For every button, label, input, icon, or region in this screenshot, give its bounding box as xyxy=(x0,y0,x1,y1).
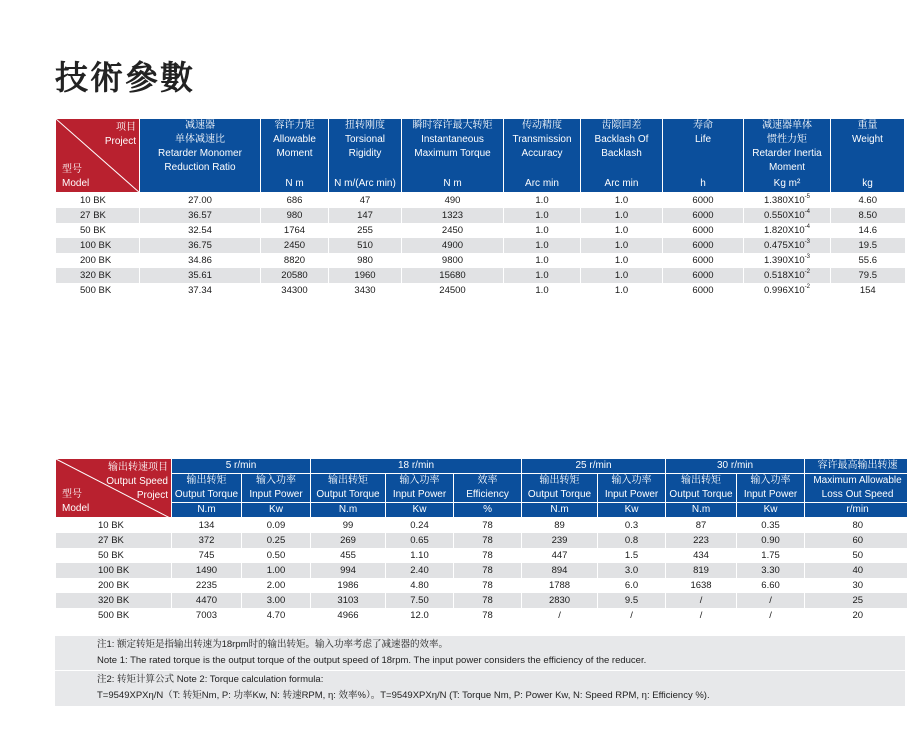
group-30rpm: 30 r/min xyxy=(666,459,805,474)
header-text: Torsional xyxy=(344,134,386,145)
header-text: 输出转矩 xyxy=(539,475,580,486)
header-unit: N.m xyxy=(522,503,598,518)
inertia-mantissa: 0.996X10 xyxy=(763,285,805,296)
table-row xyxy=(56,563,907,578)
header-text: Moment xyxy=(768,162,806,173)
header-input-power xyxy=(737,474,805,503)
weight-cell: 14.6 xyxy=(831,223,905,238)
table-cell: 686 xyxy=(261,193,329,209)
header-text: 传动精度 xyxy=(522,120,562,131)
table-cell: 6.60 xyxy=(737,578,805,593)
weight-cell: 154 xyxy=(831,283,905,298)
table-cell: 25 xyxy=(805,593,907,608)
header-text: Maximum Allowable xyxy=(813,475,902,486)
inertia-cell xyxy=(744,238,831,253)
header-text: Allowable xyxy=(273,134,316,145)
table-cell: 60 xyxy=(805,533,907,548)
table-cell: 1.00 xyxy=(242,563,311,578)
table-row xyxy=(56,238,905,253)
header-text: 扭转刚度 xyxy=(345,120,385,131)
header-text: 瞬时容许最大转矩 xyxy=(412,120,493,131)
inertia-exponent: -3 xyxy=(804,254,811,260)
header-input-power xyxy=(386,474,454,503)
table-cell: 134 xyxy=(172,518,242,534)
header-output-torque xyxy=(172,474,242,503)
group-25rpm: 25 r/min xyxy=(522,459,666,474)
table-cell: / xyxy=(666,593,737,608)
weight-cell: 8.50 xyxy=(831,208,905,223)
header-text: Moment xyxy=(276,148,313,159)
table-cell: 7.50 xyxy=(386,593,454,608)
table-cell: 78 xyxy=(454,563,522,578)
header-text: Output Torque xyxy=(316,489,380,500)
table-cell: 20 xyxy=(805,608,907,623)
table-cell: 372 xyxy=(172,533,242,548)
header-unit: N m xyxy=(285,178,304,189)
header-unit: Arc min xyxy=(525,178,559,189)
inertia-mantissa: 1.820X10 xyxy=(763,225,805,236)
header-unit: h xyxy=(700,178,706,189)
table-cell: 78 xyxy=(454,548,522,563)
table-cell: 1323 xyxy=(402,208,504,223)
table-row xyxy=(56,283,905,298)
table-cell: 894 xyxy=(522,563,598,578)
table-cell: 1.0 xyxy=(581,268,663,283)
table-cell: 6.0 xyxy=(598,578,666,593)
header-instantaneous-max-torque xyxy=(402,119,504,193)
header-max-speed-cn: 容许最高输出转速 xyxy=(805,459,907,474)
model-cell: 500 BK xyxy=(56,608,172,623)
table-cell: 40 xyxy=(805,563,907,578)
table-cell: 2450 xyxy=(402,223,504,238)
table-cell: 1.0 xyxy=(581,223,663,238)
table-cell: 819 xyxy=(666,563,737,578)
header-text: Accuracy xyxy=(521,148,563,159)
header-text: 容许力矩 xyxy=(274,120,315,131)
inertia-exponent: -2 xyxy=(804,269,811,275)
table-cell: 99 xyxy=(311,518,386,534)
header-text: 惯性力矩 xyxy=(767,134,807,145)
group-18rpm: 18 r/min xyxy=(311,459,522,474)
inertia-mantissa: 0.518X10 xyxy=(763,270,805,281)
table-cell: 1.10 xyxy=(386,548,454,563)
header-text: 输出转矩 xyxy=(186,475,227,486)
table-cell: 4966 xyxy=(311,608,386,623)
header-output-torque xyxy=(666,474,737,503)
header-text: Weight xyxy=(852,134,883,145)
header2-corner-cell xyxy=(56,459,172,518)
table-cell: 9.5 xyxy=(598,593,666,608)
table-cell: / xyxy=(666,608,737,623)
table-cell: 0.35 xyxy=(737,518,805,534)
table-row xyxy=(56,593,907,608)
table-cell: / xyxy=(522,608,598,623)
table-cell: 0.50 xyxy=(242,548,311,563)
header-max-speed-en xyxy=(805,474,907,503)
header-text: Maximum Torque xyxy=(414,148,491,159)
table-cell: 1.0 xyxy=(504,223,581,238)
table-cell: 1960 xyxy=(329,268,402,283)
weight-cell: 4.60 xyxy=(831,193,905,209)
table-cell: 1.0 xyxy=(581,208,663,223)
note2-title: 注2: 转矩计算公式 Note 2: Torque calculation formula: xyxy=(97,674,324,685)
header-text: 齿隙回差 xyxy=(601,120,642,131)
table-cell: 1.5 xyxy=(598,548,666,563)
table-cell: 3103 xyxy=(311,593,386,608)
header-weight xyxy=(831,119,905,193)
table-cell: 4.80 xyxy=(386,578,454,593)
header-text: 减速器 xyxy=(185,120,215,131)
header-text: 单体减速比 xyxy=(175,134,225,145)
model-cell: 100 BK xyxy=(56,563,172,578)
inertia-mantissa: 0.550X10 xyxy=(763,210,805,221)
inertia-mantissa: 1.380X10 xyxy=(763,195,805,206)
table-cell: 35.61 xyxy=(140,268,261,283)
header-unit: kg xyxy=(862,178,873,189)
table-row xyxy=(56,548,907,563)
corner2-line3: Project xyxy=(136,490,168,501)
note1-cn: 注1: 额定转矩是指输出转速为18rpm时的输出转矩。输入功率考虑了减速器的效率。 xyxy=(97,639,448,650)
table-cell: 47 xyxy=(329,193,402,209)
table-cell: 1764 xyxy=(261,223,329,238)
header-text: Output Torque xyxy=(669,489,733,500)
table-cell: 3430 xyxy=(329,283,402,298)
table-row xyxy=(56,578,907,593)
model-cell: 27 BK xyxy=(56,533,172,548)
corner2-line1: 输出转速项目 xyxy=(108,462,168,473)
header-unit: Arc min xyxy=(604,178,639,189)
corner-project-en: Project xyxy=(104,136,136,147)
header-text: 输出转矩 xyxy=(328,475,368,486)
table-cell: 4900 xyxy=(402,238,504,253)
corner2-line2: Output Speed xyxy=(106,476,168,487)
table-cell: 0.90 xyxy=(737,533,805,548)
table-cell: 6000 xyxy=(663,208,744,223)
header-text: Efficiency xyxy=(466,489,509,500)
table-cell: / xyxy=(598,608,666,623)
model-cell: 320 BK xyxy=(56,593,172,608)
header-text: Life xyxy=(694,134,712,145)
table-cell: 1.75 xyxy=(737,548,805,563)
inertia-cell xyxy=(744,193,831,209)
table-cell: 34300 xyxy=(261,283,329,298)
inertia-mantissa: 1.390X10 xyxy=(763,255,805,266)
table-cell: 6000 xyxy=(663,268,744,283)
header-text: Input Power xyxy=(743,489,798,500)
table-cell: 1986 xyxy=(311,578,386,593)
table-cell: 3.0 xyxy=(598,563,666,578)
header-unit: Kw xyxy=(242,503,311,518)
table-cell: 1.0 xyxy=(581,253,663,268)
header-text: 重量 xyxy=(857,120,878,131)
header-output-torque xyxy=(311,474,386,503)
weight-cell: 19.5 xyxy=(831,238,905,253)
table-cell: 12.0 xyxy=(386,608,454,623)
inertia-cell xyxy=(744,253,831,268)
table-cell: 78 xyxy=(454,608,522,623)
header-output-torque xyxy=(522,474,598,503)
header-text: Instantaneous xyxy=(421,134,484,145)
header-text: Output Torque xyxy=(527,489,592,500)
table-cell: 87 xyxy=(666,518,737,534)
table-cell: 1.0 xyxy=(504,208,581,223)
table-cell: 36.75 xyxy=(140,238,261,253)
model-cell: 320 BK xyxy=(56,268,140,283)
output-speed-table xyxy=(55,458,907,623)
note2-formula: T=9549XPXη/N（T: 转矩Nm, P: 功率Kw, N: 转速RPM, η: 效率%）。T=9549XPXη/N (T: Torque Nm, P: Power Kw, N: Speed RPM, η: Efficiency %). xyxy=(97,690,710,701)
table-cell: 78 xyxy=(454,593,522,608)
table-row xyxy=(56,608,907,623)
header-text: Transmission xyxy=(512,134,572,145)
table-cell: 6000 xyxy=(663,223,744,238)
header-text: Retarder Inertia xyxy=(752,148,822,159)
table-cell: 1.0 xyxy=(581,193,663,209)
table-cell: 994 xyxy=(311,563,386,578)
header-text: 输入功率 xyxy=(256,475,296,486)
header-input-power xyxy=(598,474,666,503)
table-cell: 27.00 xyxy=(140,193,261,209)
table-row xyxy=(56,518,907,534)
header-text: Input Power xyxy=(392,489,447,500)
table-cell: 20580 xyxy=(261,268,329,283)
table-cell: 89 xyxy=(522,518,598,534)
table-cell: 0.8 xyxy=(598,533,666,548)
inertia-cell xyxy=(744,283,831,298)
table-cell: / xyxy=(737,593,805,608)
model-cell: 50 BK xyxy=(56,548,172,563)
weight-cell: 55.6 xyxy=(831,253,905,268)
table-cell: 980 xyxy=(261,208,329,223)
table-cell: 1.0 xyxy=(504,253,581,268)
page-title: 技術參數 xyxy=(55,58,195,97)
table-cell: 2.40 xyxy=(386,563,454,578)
inertia-exponent: -5 xyxy=(804,194,811,200)
table-cell: 1638 xyxy=(666,578,737,593)
table-cell: 36.57 xyxy=(140,208,261,223)
table-cell: 2235 xyxy=(172,578,242,593)
table-cell: 6000 xyxy=(663,283,744,298)
header-unit: N m xyxy=(443,178,462,189)
technical-parameters-table xyxy=(55,118,905,298)
corner2-model-cn: 型号 xyxy=(62,489,82,500)
inertia-exponent: -2 xyxy=(804,284,811,290)
table-cell: 1.0 xyxy=(504,238,581,253)
table-cell: / xyxy=(737,608,805,623)
table-cell: 147 xyxy=(329,208,402,223)
table-cell: 6000 xyxy=(663,193,744,209)
table-cell: 4.70 xyxy=(242,608,311,623)
notes-box xyxy=(55,636,905,706)
header-corner-cell xyxy=(56,119,140,193)
table-cell: 3.30 xyxy=(737,563,805,578)
weight-cell: 79.5 xyxy=(831,268,905,283)
table-cell: 0.25 xyxy=(242,533,311,548)
table-cell: 9800 xyxy=(402,253,504,268)
table-cell: 78 xyxy=(454,518,522,534)
header-text: 效率 xyxy=(477,475,498,486)
header-text: 输入功率 xyxy=(399,475,440,486)
header-text: Output Torque xyxy=(174,489,239,500)
header-text: 输出转矩 xyxy=(681,475,722,486)
model-cell: 500 BK xyxy=(56,283,140,298)
table-cell: 490 xyxy=(402,193,504,209)
header-text: Retarder Monomer xyxy=(158,148,242,159)
table-cell: 0.3 xyxy=(598,518,666,534)
table-cell: 24500 xyxy=(402,283,504,298)
table-cell: 4470 xyxy=(172,593,242,608)
table-cell: 980 xyxy=(329,253,402,268)
table-cell: 1.0 xyxy=(504,193,581,209)
table-cell: 78 xyxy=(454,578,522,593)
inertia-exponent: -3 xyxy=(804,239,811,245)
header-text: 输入功率 xyxy=(750,475,791,486)
header-text: Backlash Of xyxy=(594,134,649,145)
header-efficiency xyxy=(454,474,522,503)
header-text: 减速器单体 xyxy=(762,120,812,131)
table-cell: 2830 xyxy=(522,593,598,608)
table-row xyxy=(56,193,905,209)
table-cell: 6000 xyxy=(663,253,744,268)
table-cell: 1788 xyxy=(522,578,598,593)
table-cell: 1.0 xyxy=(504,283,581,298)
model-cell: 10 BK xyxy=(56,518,172,534)
inertia-cell xyxy=(744,208,831,223)
header-text: Input Power xyxy=(249,489,303,500)
table-cell: 0.24 xyxy=(386,518,454,534)
note1-en: Note 1: The rated torque is the output torque of the output speed of 18rpm. The input power considers the efficiency of the reducer. xyxy=(97,655,647,666)
header-text: Loss Out Speed xyxy=(821,489,894,500)
header-allowable-moment xyxy=(261,119,329,193)
table-cell: 7003 xyxy=(172,608,242,623)
header-text: Rigidity xyxy=(348,148,382,159)
table-cell: 455 xyxy=(311,548,386,563)
header-reduction-ratio xyxy=(140,119,261,193)
model-cell: 27 BK xyxy=(56,208,140,223)
table-cell: 37.34 xyxy=(140,283,261,298)
header-transmission-accuracy xyxy=(504,119,581,193)
table-cell: 50 xyxy=(805,548,907,563)
inertia-mantissa: 0.475X10 xyxy=(763,240,805,251)
table-cell: 2.00 xyxy=(242,578,311,593)
table-row xyxy=(56,253,905,268)
table-cell: 80 xyxy=(805,518,907,534)
inertia-exponent: -4 xyxy=(804,224,811,230)
header-text: Input Power xyxy=(604,489,659,500)
header-text: Reduction Ratio xyxy=(164,162,236,173)
corner2-model-en: Model xyxy=(62,503,90,514)
table-cell: 434 xyxy=(666,548,737,563)
header-unit: N.m xyxy=(666,503,737,518)
header-backlash xyxy=(581,119,663,193)
group-5rpm: 5 r/min xyxy=(172,459,311,474)
table-row xyxy=(56,208,905,223)
table-cell: 0.65 xyxy=(386,533,454,548)
table-cell: 255 xyxy=(329,223,402,238)
table-cell: 2450 xyxy=(261,238,329,253)
table-cell: 32.54 xyxy=(140,223,261,238)
table-cell: 6000 xyxy=(663,238,744,253)
table-cell: 1.0 xyxy=(504,268,581,283)
header-unit: Kw xyxy=(598,503,666,518)
table-cell: 223 xyxy=(666,533,737,548)
table-cell: 78 xyxy=(454,533,522,548)
header-text: Backlash xyxy=(601,148,642,159)
table-cell: 1.0 xyxy=(581,238,663,253)
table-cell: 447 xyxy=(522,548,598,563)
table-cell: 8820 xyxy=(261,253,329,268)
header-unit: Kg m² xyxy=(773,178,801,189)
table-row xyxy=(56,533,907,548)
table-cell: 1490 xyxy=(172,563,242,578)
header-input-power xyxy=(242,474,311,503)
table-row xyxy=(56,223,905,238)
table-cell: 3.00 xyxy=(242,593,311,608)
table-cell: 269 xyxy=(311,533,386,548)
inertia-cell xyxy=(744,268,831,283)
corner-project-cn: 项目 xyxy=(116,122,136,133)
header-torsional-rigidity xyxy=(329,119,402,193)
header-unit: N.m xyxy=(311,503,386,518)
model-cell: 50 BK xyxy=(56,223,140,238)
table-cell: 510 xyxy=(329,238,402,253)
header-unit: Kw xyxy=(737,503,805,518)
inertia-exponent: -4 xyxy=(804,209,811,215)
model-cell: 10 BK xyxy=(56,193,140,209)
table-cell: 745 xyxy=(172,548,242,563)
table-cell: 1.0 xyxy=(581,283,663,298)
table-row xyxy=(56,268,905,283)
corner-model-en: Model xyxy=(62,178,90,189)
header-unit: N.m xyxy=(172,503,242,518)
table-cell: 34.86 xyxy=(140,253,261,268)
model-cell: 200 BK xyxy=(56,253,140,268)
header-unit: N m/(Arc min) xyxy=(334,178,396,189)
header-text: 输入功率 xyxy=(611,475,652,486)
corner-model-cn: 型号 xyxy=(62,164,82,175)
model-cell: 100 BK xyxy=(56,238,140,253)
inertia-cell xyxy=(744,223,831,238)
header-life xyxy=(663,119,744,193)
table-cell: 239 xyxy=(522,533,598,548)
header-unit: r/min xyxy=(805,503,907,518)
model-cell: 200 BK xyxy=(56,578,172,593)
header-unit: % xyxy=(454,503,522,518)
header-unit: Kw xyxy=(386,503,454,518)
header-text: 寿命 xyxy=(693,120,713,131)
header-retarder-inertia xyxy=(744,119,831,193)
table-cell: 30 xyxy=(805,578,907,593)
table-cell: 0.09 xyxy=(242,518,311,534)
table-cell: 15680 xyxy=(402,268,504,283)
